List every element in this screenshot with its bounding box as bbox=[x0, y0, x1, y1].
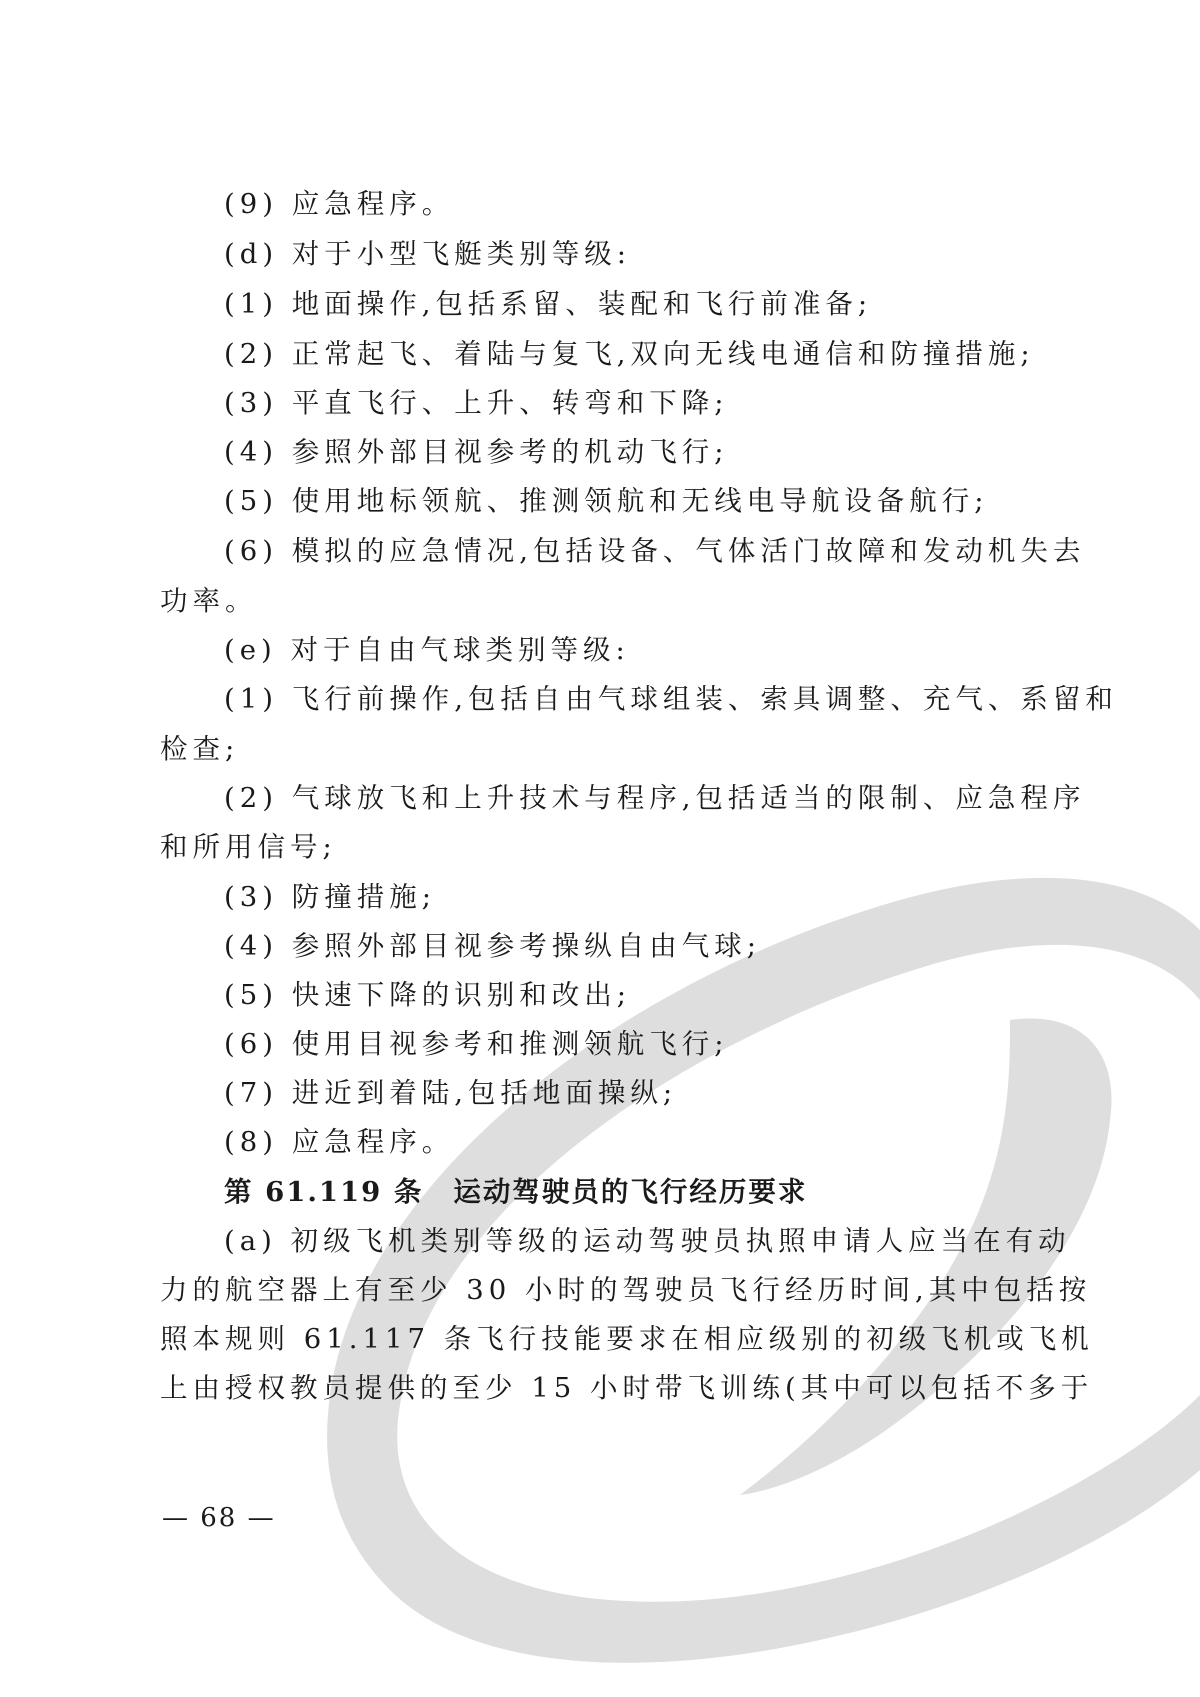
text-line: 上由授权教员提供的至少 15 小时带飞训练(其中可以包括不多于 bbox=[160, 1372, 1094, 1404]
text-line: 检查; bbox=[160, 733, 240, 765]
text-line: (3) 防撞措施; bbox=[224, 881, 436, 913]
text-line: (3) 平直飞行、上升、转弯和下降; bbox=[224, 387, 729, 419]
text-line: (d) 对于小型飞艇类别等级: bbox=[224, 238, 632, 270]
text-line: 力的航空器上有至少 30 小时的驾驶员飞行经历时间,其中包括按 bbox=[160, 1274, 1092, 1306]
text-line: (6) 使用目视参考和推测领航飞行; bbox=[224, 1028, 729, 1060]
text-line: (2) 正常起飞、着陆与复飞,双向无线电通信和防撞措施; bbox=[224, 338, 1035, 370]
text-line: (a) 初级飞机类别等级的运动驾驶员执照申请人应当在有动 bbox=[224, 1225, 1071, 1257]
text-line: (5) 使用地标领航、推测领航和无线电导航设备航行; bbox=[224, 485, 989, 517]
text-line: 照本规则 61.117 条飞行技能要求在相应级别的初级飞机或飞机 bbox=[160, 1323, 1094, 1355]
text-line: (1) 飞行前操作,包括自由气球组装、索具调整、充气、系留和 bbox=[224, 683, 1118, 715]
text-line: (4) 参照外部目视参考操纵自由气球; bbox=[224, 930, 761, 962]
page-number: — 68 — bbox=[162, 1503, 276, 1533]
text-line: (6) 模拟的应急情况,包括设备、气体活门故障和发动机失去 bbox=[224, 535, 1086, 567]
text-line: (2) 气球放飞和上升技术与程序,包括适当的限制、应急程序 bbox=[224, 782, 1086, 814]
text-line: (7) 进近到着陆,包括地面操纵; bbox=[224, 1077, 678, 1109]
section-heading bbox=[224, 1174, 807, 1210]
text-line: (e) 对于自由气球类别等级: bbox=[224, 634, 630, 666]
text-line: (9) 应急程序。 bbox=[224, 188, 455, 220]
section-title: 运动驾驶员的飞行经历要求 bbox=[453, 1176, 808, 1208]
text-line: (5) 快速下降的识别和改出; bbox=[224, 979, 631, 1011]
text-line: (1) 地面操作,包括系留、装配和飞行前准备; bbox=[224, 288, 873, 320]
text-line: (4) 参照外部目视参考的机动飞行; bbox=[224, 436, 729, 468]
text-line: 功率。 bbox=[160, 585, 258, 617]
text-line: 和所用信号; bbox=[160, 831, 337, 863]
section-number: 第 61.119 条 bbox=[224, 1176, 424, 1208]
text-line: (8) 应急程序。 bbox=[224, 1126, 455, 1158]
